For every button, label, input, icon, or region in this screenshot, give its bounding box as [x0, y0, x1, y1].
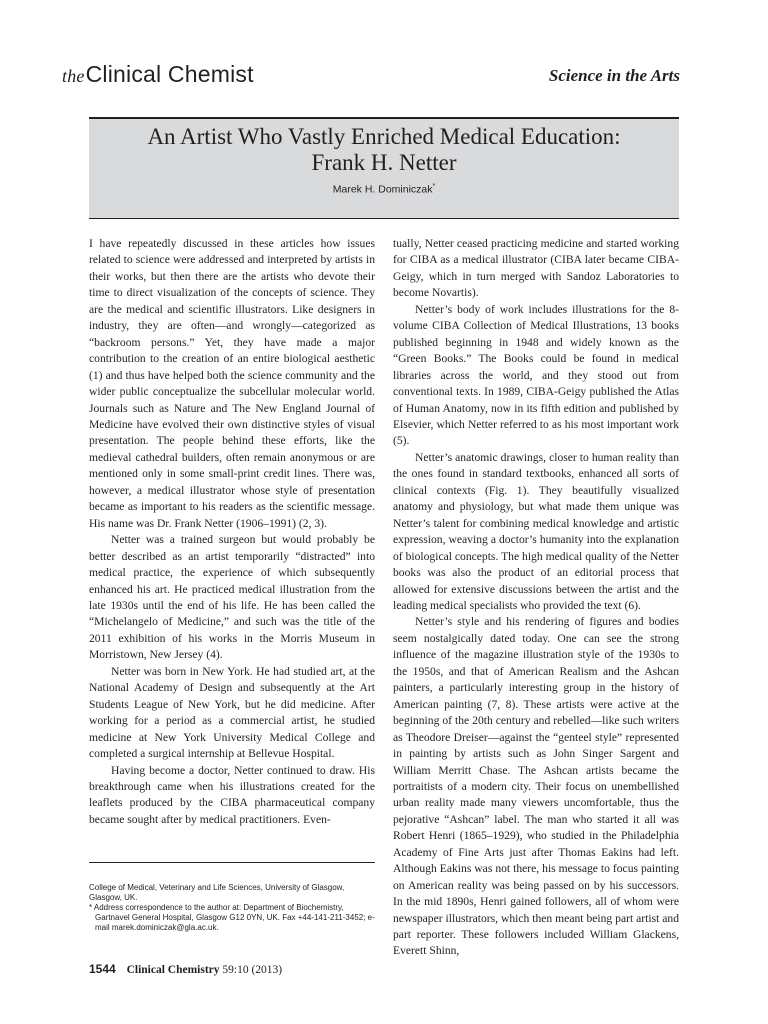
paragraph: Netter’s body of work includes illustrations for the 8-volume CIBA Collection of Medical Illustrations, 13 books published beginning in 1948 and widely known as the “Green Books.” The Books could be found in medical libraries across the world, and they stood out from conventional texts. In 1989, CIBA-Geigy published the Atlas of Human Anatomy, now in its fifth edition and published by Elsevier, which Netter referred to as his most important work (5). — [393, 302, 679, 448]
paragraph: Netter’s style and his rendering of figures and bodies seem nostalgically dated today. One can see the strong influence of the magazine illustration style of the 1930s to the 1950s, and that of American Realism and the Ashcan painters, a particularly interesting group in the history of American painting (7, 8). These artists were active at the beginning of the 20th century and rebelled—like such writers as Theodore Dreiser—against the “genteel style” represented in painting by artists such as John Singer Sargent and William Merritt Chase. The Ashcan artists became the portraitists of a modern city. Their focus on unembellished urban reality made many viewers uncomfortable, thus the pejorative “Ashcan” label. The man who started it all was Robert Henri (1865–1929), who studied in the Philadelphia Academy of Fine Arts just after Thomas Eakins had left. Although Eakins was not there, his message to focus painting on American reality was being passed on by his successors. In the mid 1890s, Henri gained followers, all of whom were newspaper illustrators, which then meant being part artist and part reporter. These followers included William Glackens, Everett Shinn, — [393, 615, 679, 958]
paragraph: Netter was born in New York. He had studied art, at the National Academy of Design and subsequently at the Art Students League of New York, but he did medicine. After working for a period as a commercial artist, he studied medicine at New York University Medical College and completed a surgical internship at Bellevue Hospital. — [89, 664, 375, 761]
footer-volume: 59:10 (2013) — [222, 964, 283, 976]
footnote-rule — [89, 862, 375, 863]
article-title — [89, 124, 679, 176]
journal-logo-name: Clinical Chemist — [85, 61, 254, 87]
paragraph: Having become a doctor, Netter continued to draw. His breakthrough came when his illustrations created for the leaflets produced by the CIBA pharmaceutical company became sought after by medical practitioners. Even- — [89, 763, 375, 826]
footnote-correspondence: * Address correspondence to the author at: Department of Biochemistry, Gartnavel General Hospital, Glasgow G12 0YN, UK. Fax +44-141-211-3452; e-mail marek.dominiczak@gla.ac.uk. — [89, 903, 375, 932]
page-footer — [89, 962, 282, 976]
paragraph: Netter’s anatomic drawings, closer to human reality than the ones found in standard textbooks, enhanced all sorts of clinical contexts (Fig. 1). They beautifully visualized anatomy and physiology, but what made them unique was Netter’s talent for combining medical knowledge and artistic expression, weaving a doctor’s humanity into the explanation of biological concepts. The high medical quality of the Netter books was also the product of an editorial process that allowed for extensive discussions between the artist and the leading medical specialists who provided the text (6). — [393, 450, 679, 612]
journal-logo — [62, 61, 254, 88]
author-mark: * — [432, 183, 436, 190]
title-top-rule — [89, 117, 679, 119]
title-line-1: An Artist Who Vastly Enriched Medical Education: — [147, 124, 621, 149]
paragraph: I have repeatedly discussed in these articles how issues related to science were addressed and interpreted by artists in their works, but then there are the artists who devote their time to direct visualization of the concepts of science. They are the medical and scientific illustrators. Like designers in industry, they are often—and wrongly—categorized as “backroom persons.” Yet, they have made a major contribution to the creation of an entire biological aesthetic (1) and thus have helped both the science community and the wider public conceptualize the subcellular molecular world. Journals such as Nature and The New England Journal of Medicine have evolved their own distinctive styles of visual presentation. The people behind these efforts, like the medieval cathedral builders, often remain anonymous or are mentioned only in some small-print credit lines. There was, however, a medical illustrator whose style of presentation became as important to his readers as the scientific message. His name was Dr. Frank Netter (1906–1991) (2, 3). — [89, 237, 375, 530]
footer-journal: Clinical Chemistry — [126, 964, 220, 976]
paragraph: tually, Netter ceased practicing medicine and started working for CIBA as a medical illustrator (CIBA later became CIBA-Geigy, which in turn merged with Sandoz Laboratories to become Novartis). — [393, 237, 679, 300]
footnote-affiliation: College of Medical, Veterinary and Life Sciences, University of Glasgow, Glasgow, UK. — [89, 883, 345, 902]
title-line-2: Frank H. Netter — [311, 150, 457, 175]
section-label: Science in the Arts — [548, 66, 680, 85]
body-column-right — [393, 236, 679, 960]
author-line — [89, 183, 679, 196]
page-number: 1544 — [89, 962, 116, 976]
paragraph: Netter was a trained surgeon but would probably be better described as an artist temporarily “distracted” into medical practice, the experience of which subsequently enhanced his art. He practiced medical illustration from the late 1930s until the end of his life. He has been called the “Michelangelo of Medicine,” and such was the title of the 2011 exhibition of his works in the Morris Museum in Morristown, New Jersey (4). — [89, 533, 375, 662]
journal-logo-the: the — [62, 66, 85, 86]
footnote — [89, 883, 375, 933]
body-column-left — [89, 236, 375, 828]
author-name: Marek H. Dominiczak — [332, 183, 433, 196]
title-bottom-rule — [89, 218, 679, 219]
